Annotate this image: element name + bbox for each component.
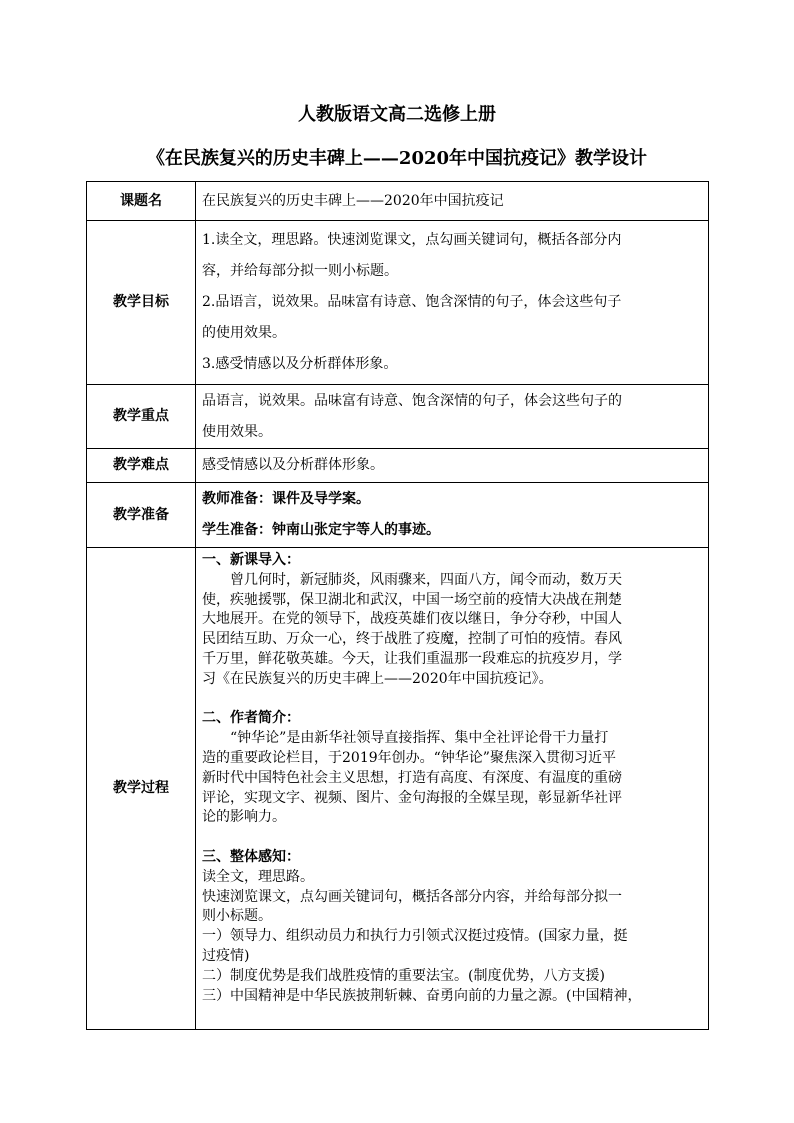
text-line: 一）领导力、组织动员力和执行力引领式汉挺过疫情。(国家力量，挺 — [202, 928, 628, 945]
author-paragraph — [202, 729, 703, 749]
key-line: 使用效果。 — [202, 423, 272, 440]
text-line: 大地展开。在党的领导下，战疫英雄们夜以继日，争分夺秒，中国人 — [202, 611, 622, 628]
text-line: 千万里，鲜花敬英雄。今天，让我们重温那一段难忘的抗疫岁月，学 — [202, 650, 622, 667]
section-heading: 一、新课导入： — [202, 552, 300, 568]
text-line: 习《在民族复兴的历史丰碑上——2020年中国抗疫记》。 — [202, 670, 553, 687]
goal-line: 3.感受情感以及分析群体形象。 — [202, 356, 398, 372]
document-title: 《在民族复兴的历史丰碑上——2020年中国抗疫记》教学设计 — [146, 148, 648, 169]
goals-cell — [196, 221, 709, 385]
text-line: 民团结互助、万众一心，终于战胜了疫魔，控制了可怕的疫情。春风 — [202, 631, 622, 648]
text-line: 读全文，理思路。 — [202, 868, 314, 885]
goal-line: 2.品语言，说效果。品味富有诗意、饱含深情的句子，体会这些句子 — [202, 294, 622, 310]
row-label-preparation: 教学准备 — [87, 483, 196, 548]
row-label-process: 教学过程 — [87, 548, 196, 1030]
table-row — [87, 221, 709, 385]
key-points-cell — [196, 385, 709, 449]
difficulty-value: 感受情感以及分析群体形象。 — [196, 449, 709, 483]
text-line: 评论，实现文字、视频、图片、金句海报的全媒呈现，彰显新华社评 — [202, 789, 622, 806]
row-label-difficulty: 教学难点 — [87, 449, 196, 483]
text-line: 新时代中国特色社会主义思想，打造有高度、有深度、有温度的重磅 — [202, 769, 622, 786]
text-line: 二）制度优势是我们战胜疫情的重要法宝。(制度优势，八方支援) — [202, 967, 605, 984]
text-line: 使，疾驰援鄂，保卫湖北和武汉，中国一场空前的疫情大决战在荆楚 — [202, 591, 622, 608]
document-subtitle: 人教版语文高二选修上册 — [298, 104, 496, 125]
section-heading: 三、整体感知： — [202, 848, 300, 865]
intro-paragraph — [202, 571, 703, 591]
text-line: 快速浏览课文，点勾画关键词句，概括各部分内容，并给每部分拟一 — [202, 888, 622, 905]
table-row — [87, 449, 709, 483]
section-heading: 二、作者简介： — [202, 710, 300, 727]
text-line: “钟华论”是由新华社领导直接指挥、集中全社评论骨干力量打 — [230, 730, 609, 747]
student-prep: 学生准备：钟南山张定宇等人的事迹。 — [202, 522, 440, 538]
text-line: 过疫情) — [202, 947, 250, 964]
preparation-cell — [196, 483, 709, 548]
table-row — [87, 483, 709, 548]
table-row — [87, 548, 709, 1030]
table-row — [87, 385, 709, 449]
text-line: 论的影响力。 — [202, 809, 286, 826]
row-label-topic: 课题名 — [87, 182, 196, 221]
key-line: 品语言，说效果。品味富有诗意、饱含深情的句子，体会这些句子的 — [202, 392, 622, 409]
text-line: 造的重要政论栏目，于2019年创办。“钟华论”聚焦深入贯彻习近平 — [202, 749, 616, 766]
text-line: 三）中国精神是中华民族披荆斩棘、奋勇向前的力量之源。(中国精神， — [202, 987, 642, 1004]
text-line: 曾几何时，新冠肺炎，风雨骤来，四面八方，闻令而动，数万天 — [230, 571, 622, 588]
row-label-goals: 教学目标 — [87, 221, 196, 385]
goal-line: 的使用效果。 — [202, 325, 286, 341]
row-label-key-points: 教学重点 — [87, 385, 196, 449]
topic-value: 在民族复兴的历史丰碑上——2020年中国抗疫记 — [196, 182, 709, 221]
goal-line: 1.读全文，理思路。快速浏览课文，点勾画关键词句，概括各部分内 — [202, 232, 622, 248]
spacer — [202, 690, 703, 710]
lesson-plan-table — [86, 181, 709, 1030]
text-line: 则小标题。 — [202, 908, 272, 925]
process-cell — [196, 548, 709, 1030]
goal-line: 容，并给每部分拟一则小标题。 — [202, 263, 398, 279]
spacer — [202, 828, 703, 848]
process-content — [202, 548, 703, 1029]
teacher-prep: 教师准备：课件及导学案。 — [202, 491, 370, 507]
table-row — [87, 182, 709, 221]
